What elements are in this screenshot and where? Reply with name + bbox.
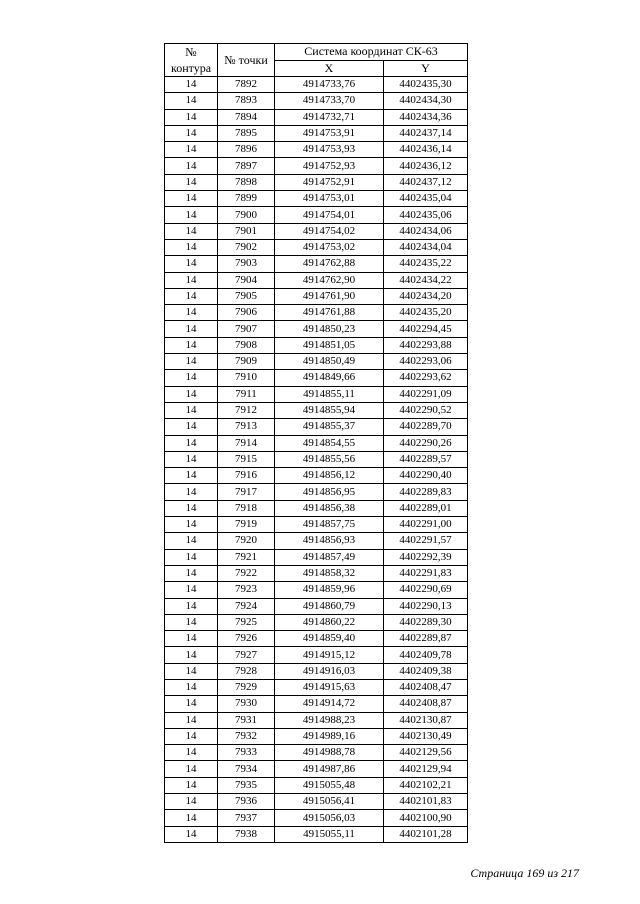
point-cell: 7909 — [218, 354, 275, 370]
table-body — [165, 77, 468, 843]
x-coordinate-cell: 4914753,93 — [275, 142, 384, 158]
point-cell: 7933 — [218, 745, 275, 761]
x-coordinate-cell: 4915056,41 — [275, 794, 384, 810]
contour-cell: 14 — [165, 728, 218, 744]
x-coordinate-cell: 4914856,12 — [275, 468, 384, 484]
table-row — [165, 337, 468, 353]
table-row — [165, 582, 468, 598]
point-cell: 7900 — [218, 207, 275, 223]
y-coordinate-cell: 4402291,57 — [384, 533, 468, 549]
point-cell: 7929 — [218, 679, 275, 695]
x-coordinate-cell: 4914857,49 — [275, 549, 384, 565]
table-header — [165, 44, 468, 77]
table-row — [165, 370, 468, 386]
contour-cell: 14 — [165, 663, 218, 679]
x-coordinate-cell: 4914849,66 — [275, 370, 384, 386]
point-cell: 7913 — [218, 419, 275, 435]
table-row — [165, 696, 468, 712]
x-coordinate-cell: 4914855,11 — [275, 386, 384, 402]
contour-cell: 14 — [165, 777, 218, 793]
point-cell: 7927 — [218, 647, 275, 663]
x-coordinate-cell: 4914858,32 — [275, 565, 384, 581]
point-cell: 7918 — [218, 500, 275, 516]
x-coordinate-cell: 4914761,88 — [275, 305, 384, 321]
x-coordinate-cell: 4914752,91 — [275, 174, 384, 190]
y-coordinate-cell: 4402289,30 — [384, 614, 468, 630]
point-cell: 7895 — [218, 125, 275, 141]
point-cell: 7919 — [218, 517, 275, 533]
table-row — [165, 728, 468, 744]
y-coordinate-cell: 4402409,38 — [384, 663, 468, 679]
contour-cell: 14 — [165, 272, 218, 288]
table-row — [165, 239, 468, 255]
contour-cell: 14 — [165, 794, 218, 810]
y-coordinate-cell: 4402408,47 — [384, 679, 468, 695]
table-row — [165, 354, 468, 370]
x-coordinate-cell: 4914989,16 — [275, 728, 384, 744]
point-cell: 7922 — [218, 565, 275, 581]
table-row — [165, 533, 468, 549]
x-coordinate-cell: 4914916,03 — [275, 663, 384, 679]
table-row — [165, 419, 468, 435]
point-cell: 7898 — [218, 174, 275, 190]
x-coordinate-cell: 4914860,22 — [275, 614, 384, 630]
x-coordinate-cell: 4914850,23 — [275, 321, 384, 337]
x-coordinate-cell: 4914851,05 — [275, 337, 384, 353]
contour-cell: 14 — [165, 484, 218, 500]
point-cell: 7908 — [218, 337, 275, 353]
table-row — [165, 435, 468, 451]
contour-cell: 14 — [165, 174, 218, 190]
x-coordinate-cell: 4915056,03 — [275, 810, 384, 826]
x-column-header: X — [275, 60, 384, 77]
y-coordinate-cell: 4402408,87 — [384, 696, 468, 712]
x-coordinate-cell: 4914988,78 — [275, 745, 384, 761]
x-coordinate-cell: 4914859,40 — [275, 631, 384, 647]
y-coordinate-cell: 4402292,39 — [384, 549, 468, 565]
contour-cell: 14 — [165, 712, 218, 728]
table-row — [165, 142, 468, 158]
table-row — [165, 272, 468, 288]
point-cell: 7926 — [218, 631, 275, 647]
contour-cell: 14 — [165, 158, 218, 174]
y-coordinate-cell: 4402290,13 — [384, 598, 468, 614]
point-cell: 7902 — [218, 239, 275, 255]
table-row — [165, 174, 468, 190]
point-cell: 7905 — [218, 288, 275, 304]
y-coordinate-cell: 4402437,14 — [384, 125, 468, 141]
x-coordinate-cell: 4915055,11 — [275, 826, 384, 842]
y-coordinate-cell: 4402293,06 — [384, 354, 468, 370]
y-coordinate-cell: 4402290,40 — [384, 468, 468, 484]
y-coordinate-cell: 4402129,94 — [384, 761, 468, 777]
point-cell: 7925 — [218, 614, 275, 630]
x-coordinate-cell: 4914753,91 — [275, 125, 384, 141]
y-coordinate-cell: 4402434,36 — [384, 109, 468, 125]
y-coordinate-cell: 4402129,56 — [384, 745, 468, 761]
point-cell: 7917 — [218, 484, 275, 500]
point-cell: 7932 — [218, 728, 275, 744]
table-row — [165, 647, 468, 663]
contour-cell: 14 — [165, 435, 218, 451]
point-cell: 7938 — [218, 826, 275, 842]
contour-cell: 14 — [165, 533, 218, 549]
x-coordinate-cell: 4915055,48 — [275, 777, 384, 793]
point-cell: 7924 — [218, 598, 275, 614]
y-coordinate-cell: 4402434,22 — [384, 272, 468, 288]
point-cell: 7921 — [218, 549, 275, 565]
point-cell: 7894 — [218, 109, 275, 125]
y-coordinate-cell: 4402294,45 — [384, 321, 468, 337]
point-cell: 7935 — [218, 777, 275, 793]
x-coordinate-cell: 4914856,95 — [275, 484, 384, 500]
table-row — [165, 745, 468, 761]
contour-cell: 14 — [165, 191, 218, 207]
point-cell: 7901 — [218, 223, 275, 239]
contour-number-header: № контура — [165, 44, 218, 77]
table-row — [165, 500, 468, 516]
x-coordinate-cell: 4914762,88 — [275, 256, 384, 272]
contour-cell: 14 — [165, 451, 218, 467]
x-coordinate-cell: 4914753,02 — [275, 239, 384, 255]
y-coordinate-cell: 4402101,83 — [384, 794, 468, 810]
table-row — [165, 565, 468, 581]
table-row — [165, 402, 468, 418]
contour-cell: 14 — [165, 810, 218, 826]
contour-cell: 14 — [165, 598, 218, 614]
x-coordinate-cell: 4914752,93 — [275, 158, 384, 174]
x-coordinate-cell: 4914761,90 — [275, 288, 384, 304]
y-coordinate-cell: 4402291,83 — [384, 565, 468, 581]
coordinates-table — [164, 43, 468, 843]
table-row — [165, 598, 468, 614]
x-coordinate-cell: 4914860,79 — [275, 598, 384, 614]
y-coordinate-cell: 4402436,14 — [384, 142, 468, 158]
point-cell: 7899 — [218, 191, 275, 207]
table-row — [165, 679, 468, 695]
table-row — [165, 549, 468, 565]
x-coordinate-cell: 4914733,76 — [275, 77, 384, 93]
table-row — [165, 158, 468, 174]
table-row — [165, 517, 468, 533]
y-coordinate-cell: 4402290,69 — [384, 582, 468, 598]
contour-cell: 14 — [165, 679, 218, 695]
y-coordinate-cell: 4402100,90 — [384, 810, 468, 826]
table-row — [165, 484, 468, 500]
y-coordinate-cell: 4402101,28 — [384, 826, 468, 842]
contour-cell: 14 — [165, 288, 218, 304]
point-cell: 7912 — [218, 402, 275, 418]
x-coordinate-cell: 4914856,38 — [275, 500, 384, 516]
contour-cell: 14 — [165, 549, 218, 565]
contour-cell: 14 — [165, 745, 218, 761]
x-coordinate-cell: 4914855,37 — [275, 419, 384, 435]
y-coordinate-cell: 4402293,88 — [384, 337, 468, 353]
contour-cell: 14 — [165, 321, 218, 337]
y-coordinate-cell: 4402436,12 — [384, 158, 468, 174]
contour-cell: 14 — [165, 468, 218, 484]
point-cell: 7914 — [218, 435, 275, 451]
y-coordinate-cell: 4402435,30 — [384, 77, 468, 93]
point-cell: 7923 — [218, 582, 275, 598]
table-row — [165, 810, 468, 826]
table-row — [165, 631, 468, 647]
y-coordinate-cell: 4402291,00 — [384, 517, 468, 533]
table-row — [165, 125, 468, 141]
x-coordinate-cell: 4914733,70 — [275, 93, 384, 109]
x-coordinate-cell: 4914762,90 — [275, 272, 384, 288]
table-row — [165, 761, 468, 777]
contour-cell: 14 — [165, 647, 218, 663]
x-coordinate-cell: 4914859,96 — [275, 582, 384, 598]
y-coordinate-cell: 4402289,57 — [384, 451, 468, 467]
table-row — [165, 93, 468, 109]
point-cell: 7934 — [218, 761, 275, 777]
contour-cell: 14 — [165, 207, 218, 223]
contour-cell: 14 — [165, 402, 218, 418]
contour-cell: 14 — [165, 631, 218, 647]
x-coordinate-cell: 4914732,71 — [275, 109, 384, 125]
table-row — [165, 77, 468, 93]
point-cell: 7897 — [218, 158, 275, 174]
point-cell: 7903 — [218, 256, 275, 272]
point-cell: 7892 — [218, 77, 275, 93]
x-coordinate-cell: 4914850,49 — [275, 354, 384, 370]
point-cell: 7920 — [218, 533, 275, 549]
point-cell: 7904 — [218, 272, 275, 288]
y-coordinate-cell: 4402435,22 — [384, 256, 468, 272]
y-coordinate-cell: 4402435,06 — [384, 207, 468, 223]
x-coordinate-cell: 4914915,63 — [275, 679, 384, 695]
point-cell: 7910 — [218, 370, 275, 386]
y-coordinate-cell: 4402289,01 — [384, 500, 468, 516]
point-cell: 7937 — [218, 810, 275, 826]
point-cell: 7907 — [218, 321, 275, 337]
x-coordinate-cell: 4914754,01 — [275, 207, 384, 223]
table-row — [165, 191, 468, 207]
y-coordinate-cell: 4402289,83 — [384, 484, 468, 500]
table-row — [165, 468, 468, 484]
table-row — [165, 288, 468, 304]
contour-cell: 14 — [165, 77, 218, 93]
point-cell: 7896 — [218, 142, 275, 158]
x-coordinate-cell: 4914856,93 — [275, 533, 384, 549]
y-coordinate-cell: 4402293,62 — [384, 370, 468, 386]
contour-cell: 14 — [165, 386, 218, 402]
table-row — [165, 256, 468, 272]
x-coordinate-cell: 4914855,94 — [275, 402, 384, 418]
table-row — [165, 712, 468, 728]
x-coordinate-cell: 4914754,02 — [275, 223, 384, 239]
point-cell: 7931 — [218, 712, 275, 728]
point-cell: 7930 — [218, 696, 275, 712]
y-coordinate-cell: 4402435,20 — [384, 305, 468, 321]
table-row — [165, 451, 468, 467]
table-row — [165, 826, 468, 842]
y-coordinate-cell: 4402409,78 — [384, 647, 468, 663]
y-coordinate-cell: 4402434,20 — [384, 288, 468, 304]
y-coordinate-cell: 4402434,06 — [384, 223, 468, 239]
y-coordinate-cell: 4402435,04 — [384, 191, 468, 207]
contour-cell: 14 — [165, 419, 218, 435]
point-number-header: № точки — [218, 44, 275, 77]
contour-cell: 14 — [165, 370, 218, 386]
y-coordinate-cell: 4402434,30 — [384, 93, 468, 109]
x-coordinate-cell: 4914857,75 — [275, 517, 384, 533]
contour-cell: 14 — [165, 256, 218, 272]
x-coordinate-cell: 4914855,56 — [275, 451, 384, 467]
y-coordinate-cell: 4402290,52 — [384, 402, 468, 418]
y-column-header: Y — [384, 60, 468, 77]
coordinate-system-header: Система координат СК-63 — [275, 44, 468, 61]
y-coordinate-cell: 4402290,26 — [384, 435, 468, 451]
contour-cell: 14 — [165, 354, 218, 370]
y-coordinate-cell: 4402130,49 — [384, 728, 468, 744]
table-row — [165, 794, 468, 810]
point-cell: 7915 — [218, 451, 275, 467]
table-row — [165, 305, 468, 321]
y-coordinate-cell: 4402437,12 — [384, 174, 468, 190]
y-coordinate-cell: 4402291,09 — [384, 386, 468, 402]
x-coordinate-cell: 4914854,55 — [275, 435, 384, 451]
point-cell: 7893 — [218, 93, 275, 109]
contour-cell: 14 — [165, 565, 218, 581]
contour-cell: 14 — [165, 125, 218, 141]
contour-cell: 14 — [165, 223, 218, 239]
contour-cell: 14 — [165, 582, 218, 598]
x-coordinate-cell: 4914987,86 — [275, 761, 384, 777]
contour-cell: 14 — [165, 826, 218, 842]
x-coordinate-cell: 4914914,72 — [275, 696, 384, 712]
page-number-footer: Страница 169 из 217 — [470, 866, 579, 880]
point-cell: 7911 — [218, 386, 275, 402]
x-coordinate-cell: 4914988,23 — [275, 712, 384, 728]
y-coordinate-cell: 4402130,87 — [384, 712, 468, 728]
point-cell: 7928 — [218, 663, 275, 679]
x-coordinate-cell: 4914915,12 — [275, 647, 384, 663]
contour-cell: 14 — [165, 696, 218, 712]
contour-cell: 14 — [165, 93, 218, 109]
y-coordinate-cell: 4402102,21 — [384, 777, 468, 793]
point-cell: 7936 — [218, 794, 275, 810]
table-row — [165, 386, 468, 402]
contour-cell: 14 — [165, 239, 218, 255]
contour-cell: 14 — [165, 761, 218, 777]
contour-cell: 14 — [165, 337, 218, 353]
y-coordinate-cell: 4402289,87 — [384, 631, 468, 647]
table-row — [165, 109, 468, 125]
table-row — [165, 663, 468, 679]
table-row — [165, 207, 468, 223]
contour-cell: 14 — [165, 142, 218, 158]
table-row — [165, 614, 468, 630]
y-coordinate-cell: 4402434,04 — [384, 239, 468, 255]
point-cell: 7906 — [218, 305, 275, 321]
table-row — [165, 777, 468, 793]
point-cell: 7916 — [218, 468, 275, 484]
y-coordinate-cell: 4402289,70 — [384, 419, 468, 435]
contour-cell: 14 — [165, 305, 218, 321]
contour-cell: 14 — [165, 500, 218, 516]
contour-cell: 14 — [165, 517, 218, 533]
table-row — [165, 321, 468, 337]
table-row — [165, 223, 468, 239]
contour-cell: 14 — [165, 109, 218, 125]
contour-cell: 14 — [165, 614, 218, 630]
x-coordinate-cell: 4914753,01 — [275, 191, 384, 207]
